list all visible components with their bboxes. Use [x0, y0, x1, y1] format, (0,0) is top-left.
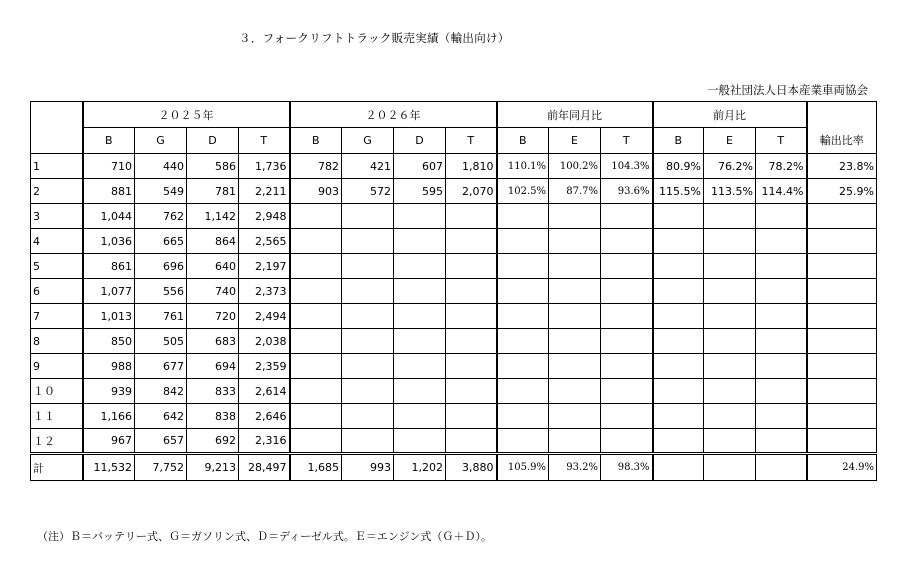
export-ratio [807, 254, 877, 279]
value-2026 [394, 279, 446, 304]
mom-ratio [756, 254, 807, 279]
value-2026: 607 [394, 154, 446, 179]
mom-ratio [756, 304, 807, 329]
value-2026 [290, 204, 342, 229]
mom-ratio [653, 204, 704, 229]
mom-ratio [653, 429, 704, 454]
value-2025: 740 [187, 279, 239, 304]
mom-ratio [653, 229, 704, 254]
header-2026: ２０２６年 [290, 102, 497, 128]
value-2026 [446, 354, 497, 379]
header-export-ratio: 輸出比率 [807, 102, 877, 154]
value-2025: 2,614 [239, 379, 290, 404]
table-row [31, 229, 877, 254]
yoy-ratio: 104.3% [601, 154, 653, 179]
header-2026-g: G [342, 128, 394, 154]
value-2026 [394, 204, 446, 229]
header-yoy-b: B [497, 128, 549, 154]
yoy-ratio [497, 379, 549, 404]
header-2025-b: B [83, 128, 135, 154]
yoy-ratio [549, 354, 601, 379]
value-2026: 993 [342, 454, 394, 481]
month-label: 3 [31, 204, 83, 229]
value-2026 [290, 404, 342, 429]
header-2025-g: G [135, 128, 187, 154]
value-2026 [394, 229, 446, 254]
month-label: 6 [31, 279, 83, 304]
mom-ratio [756, 404, 807, 429]
mom-ratio [653, 379, 704, 404]
table-row [31, 254, 877, 279]
value-2026 [446, 429, 497, 454]
export-ratio [807, 404, 877, 429]
value-2025: 1,044 [83, 204, 135, 229]
value-2026 [446, 204, 497, 229]
header-mom-e: E [704, 128, 756, 154]
value-2026 [290, 354, 342, 379]
value-2026 [290, 254, 342, 279]
value-2025: 988 [83, 354, 135, 379]
value-2026 [446, 229, 497, 254]
mom-ratio [704, 354, 756, 379]
mom-ratio [756, 329, 807, 354]
table-row [31, 279, 877, 304]
mom-ratio [653, 279, 704, 304]
mom-ratio: 114.4% [756, 179, 807, 204]
header-2025: ２０２５年 [83, 102, 290, 128]
month-label: 2 [31, 179, 83, 204]
value-2026: 2,070 [446, 179, 497, 204]
yoy-ratio [601, 304, 653, 329]
yoy-ratio: 93.2% [549, 454, 601, 481]
table-row [31, 329, 877, 354]
mom-ratio: 76.2% [704, 154, 756, 179]
month-label: 5 [31, 254, 83, 279]
yoy-ratio [549, 429, 601, 454]
value-2026 [290, 229, 342, 254]
value-2026 [394, 254, 446, 279]
value-2026: 1,202 [394, 454, 446, 481]
yoy-ratio: 102.5% [497, 179, 549, 204]
value-2026: 1,685 [290, 454, 342, 481]
export-ratio [807, 204, 877, 229]
mom-ratio [653, 304, 704, 329]
yoy-ratio [601, 429, 653, 454]
mom-ratio [653, 254, 704, 279]
value-2025: 440 [135, 154, 187, 179]
value-2025: 1,013 [83, 304, 135, 329]
value-2025: 1,077 [83, 279, 135, 304]
value-2025: 2,646 [239, 404, 290, 429]
value-2025: 1,036 [83, 229, 135, 254]
export-ratio: 25.9% [807, 179, 877, 204]
value-2026 [290, 379, 342, 404]
value-2026 [446, 304, 497, 329]
header-yoy-e: E [549, 128, 601, 154]
value-2025: 696 [135, 254, 187, 279]
mom-ratio [704, 279, 756, 304]
yoy-ratio [601, 329, 653, 354]
value-2025: 833 [187, 379, 239, 404]
yoy-ratio [549, 279, 601, 304]
mom-ratio [704, 379, 756, 404]
mom-ratio [756, 204, 807, 229]
table-row [31, 404, 877, 429]
month-label: 4 [31, 229, 83, 254]
mom-ratio [653, 404, 704, 429]
export-ratio [807, 379, 877, 404]
value-2026 [342, 204, 394, 229]
value-2026 [394, 379, 446, 404]
yoy-ratio [549, 404, 601, 429]
value-2026 [342, 429, 394, 454]
month-label: 7 [31, 304, 83, 329]
export-ratio [807, 329, 877, 354]
value-2025: 1,142 [187, 204, 239, 229]
yoy-ratio [601, 354, 653, 379]
header-yoy-t: T [601, 128, 653, 154]
export-ratio [807, 229, 877, 254]
yoy-ratio [497, 229, 549, 254]
value-2026 [290, 304, 342, 329]
mom-ratio [704, 404, 756, 429]
yoy-ratio [497, 329, 549, 354]
value-2025: 2,316 [239, 429, 290, 454]
value-2026 [394, 329, 446, 354]
value-2025: 864 [187, 229, 239, 254]
value-2026 [342, 354, 394, 379]
value-2025: 1,736 [239, 154, 290, 179]
mom-ratio [756, 379, 807, 404]
yoy-ratio [497, 204, 549, 229]
value-2026 [342, 229, 394, 254]
yoy-ratio [497, 354, 549, 379]
yoy-ratio [497, 404, 549, 429]
value-2026 [342, 404, 394, 429]
export-ratio [807, 354, 877, 379]
mom-ratio [704, 254, 756, 279]
mom-ratio [756, 454, 807, 481]
value-2026 [290, 329, 342, 354]
month-label: 1 [31, 154, 83, 179]
value-2025: 710 [83, 154, 135, 179]
value-2025: 881 [83, 179, 135, 204]
value-2025: 665 [135, 229, 187, 254]
value-2025: 1,166 [83, 404, 135, 429]
yoy-ratio: 110.1% [497, 154, 549, 179]
mom-ratio [653, 354, 704, 379]
header-2026-t: T [446, 128, 497, 154]
mom-ratio [704, 329, 756, 354]
export-ratio: 24.9% [807, 454, 877, 481]
value-2025: 781 [187, 179, 239, 204]
value-2025: 694 [187, 354, 239, 379]
mom-ratio [653, 329, 704, 354]
value-2025: 556 [135, 279, 187, 304]
total-label: 計 [31, 454, 83, 481]
yoy-ratio: 98.3% [601, 454, 653, 481]
value-2025: 692 [187, 429, 239, 454]
value-2026 [342, 329, 394, 354]
value-2026: 595 [394, 179, 446, 204]
month-header [31, 102, 83, 154]
header-mom-b: B [653, 128, 704, 154]
month-label: １１ [31, 404, 83, 429]
value-2026 [394, 354, 446, 379]
yoy-ratio [497, 429, 549, 454]
value-2025: 640 [187, 254, 239, 279]
mom-ratio [756, 279, 807, 304]
mom-ratio: 113.5% [704, 179, 756, 204]
value-2026 [446, 279, 497, 304]
header-mom: 前月比 [653, 102, 807, 128]
yoy-ratio [601, 379, 653, 404]
table-row [31, 304, 877, 329]
mom-ratio [653, 454, 704, 481]
value-2025: 2,565 [239, 229, 290, 254]
yoy-ratio [601, 404, 653, 429]
value-2025: 2,948 [239, 204, 290, 229]
value-2025: 2,038 [239, 329, 290, 354]
value-2025: 549 [135, 179, 187, 204]
yoy-ratio [549, 329, 601, 354]
header-2026-d: D [394, 128, 446, 154]
value-2026 [446, 254, 497, 279]
value-2025: 850 [83, 329, 135, 354]
value-2025: 2,359 [239, 354, 290, 379]
mom-ratio: 115.5% [653, 179, 704, 204]
value-2026: 572 [342, 179, 394, 204]
value-2026 [290, 279, 342, 304]
value-2025: 28,497 [239, 454, 290, 481]
yoy-ratio [549, 204, 601, 229]
table-row [31, 429, 877, 454]
yoy-ratio [497, 304, 549, 329]
value-2026 [290, 429, 342, 454]
value-2025: 720 [187, 304, 239, 329]
mom-ratio: 80.9% [653, 154, 704, 179]
yoy-ratio [549, 229, 601, 254]
value-2025: 939 [83, 379, 135, 404]
yoy-ratio [549, 304, 601, 329]
header-2025-d: D [187, 128, 239, 154]
yoy-ratio: 93.6% [601, 179, 653, 204]
value-2026 [394, 429, 446, 454]
value-2025: 9,213 [187, 454, 239, 481]
mom-ratio [704, 429, 756, 454]
value-2026: 421 [342, 154, 394, 179]
mom-ratio [704, 304, 756, 329]
value-2026 [446, 404, 497, 429]
yoy-ratio: 105.9% [497, 454, 549, 481]
value-2026: 903 [290, 179, 342, 204]
page-title: ３．フォークリフトトラック販売実績（輸出向け） [239, 31, 510, 45]
yoy-ratio [497, 279, 549, 304]
value-2025: 677 [135, 354, 187, 379]
export-ratio [807, 304, 877, 329]
value-2026 [342, 279, 394, 304]
value-2026 [394, 404, 446, 429]
export-ratio [807, 279, 877, 304]
table-row [31, 204, 877, 229]
value-2026 [342, 379, 394, 404]
value-2025: 2,373 [239, 279, 290, 304]
header-group-row [31, 102, 877, 128]
month-label: 9 [31, 354, 83, 379]
value-2026: 3,880 [446, 454, 497, 481]
organization-name: 一般社団法人日本産業車両協会 [707, 83, 868, 97]
value-2025: 967 [83, 429, 135, 454]
value-2026: 1,810 [446, 154, 497, 179]
value-2025: 505 [135, 329, 187, 354]
footnote: （注）Ｂ＝バッテリー式、Ｇ＝ガソリン式、Ｄ＝ディーゼル式。Ｅ＝エンジン式（Ｇ＋Ｄ）。 [37, 530, 492, 543]
table-row [31, 379, 877, 404]
value-2025: 683 [187, 329, 239, 354]
export-ratio [807, 429, 877, 454]
value-2025: 11,532 [83, 454, 135, 481]
mom-ratio [704, 204, 756, 229]
month-label: １０ [31, 379, 83, 404]
yoy-ratio: 87.7% [549, 179, 601, 204]
value-2026 [446, 329, 497, 354]
mom-ratio: 78.2% [756, 154, 807, 179]
yoy-ratio [601, 254, 653, 279]
value-2025: 761 [135, 304, 187, 329]
mom-ratio [756, 354, 807, 379]
value-2026 [446, 379, 497, 404]
yoy-ratio [549, 379, 601, 404]
value-2025: 842 [135, 379, 187, 404]
value-2026: 782 [290, 154, 342, 179]
header-sub-row [31, 128, 877, 154]
value-2025: 2,494 [239, 304, 290, 329]
yoy-ratio [601, 279, 653, 304]
value-2026 [394, 304, 446, 329]
yoy-ratio [497, 254, 549, 279]
value-2025: 586 [187, 154, 239, 179]
mom-ratio [756, 429, 807, 454]
month-label: 8 [31, 329, 83, 354]
mom-ratio [704, 229, 756, 254]
table-row [31, 179, 877, 204]
yoy-ratio [601, 204, 653, 229]
header-2025-t: T [239, 128, 290, 154]
value-2026 [342, 304, 394, 329]
table-row [31, 154, 877, 179]
value-2026 [342, 254, 394, 279]
value-2025: 642 [135, 404, 187, 429]
table-body [31, 154, 877, 481]
value-2025: 2,211 [239, 179, 290, 204]
yoy-ratio [601, 229, 653, 254]
header-2026-b: B [290, 128, 342, 154]
mom-ratio [704, 454, 756, 481]
yoy-ratio: 100.2% [549, 154, 601, 179]
month-label: １２ [31, 429, 83, 454]
value-2025: 657 [135, 429, 187, 454]
header-mom-t: T [756, 128, 807, 154]
yoy-ratio [549, 254, 601, 279]
table-row [31, 354, 877, 379]
value-2025: 861 [83, 254, 135, 279]
mom-ratio [756, 229, 807, 254]
value-2025: 7,752 [135, 454, 187, 481]
total-row [31, 454, 877, 481]
header-yoy: 前年同月比 [497, 102, 653, 128]
value-2025: 2,197 [239, 254, 290, 279]
value-2025: 762 [135, 204, 187, 229]
export-sales-table [30, 101, 877, 481]
value-2025: 838 [187, 404, 239, 429]
export-ratio: 23.8% [807, 154, 877, 179]
